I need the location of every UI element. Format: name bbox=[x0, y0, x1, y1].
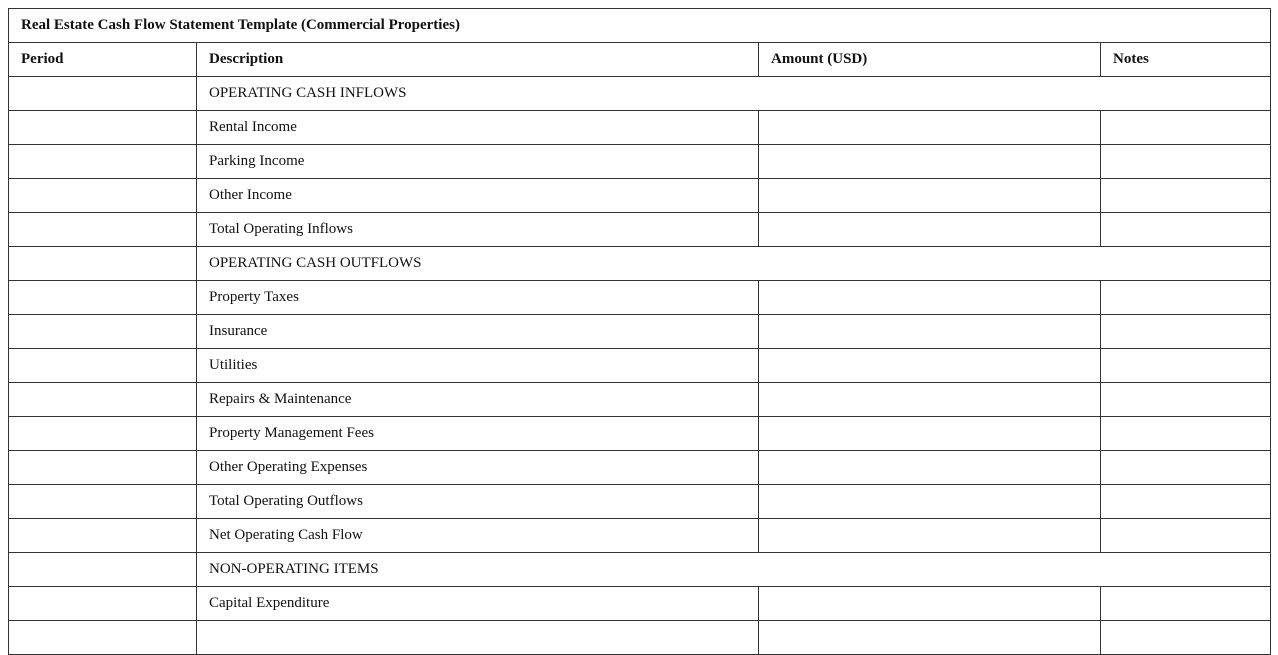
amount-cell[interactable] bbox=[759, 587, 1101, 621]
description-cell: Utilities bbox=[197, 349, 759, 383]
period-cell[interactable] bbox=[9, 587, 197, 621]
period-cell[interactable] bbox=[9, 519, 197, 553]
table-row bbox=[9, 587, 1271, 621]
period-cell[interactable] bbox=[9, 417, 197, 451]
section-row-non-operating bbox=[9, 553, 1271, 587]
period-cell[interactable] bbox=[9, 179, 197, 213]
header-amount: Amount (USD) bbox=[759, 43, 1101, 77]
period-cell[interactable] bbox=[9, 451, 197, 485]
period-cell[interactable] bbox=[9, 145, 197, 179]
total-row bbox=[9, 485, 1271, 519]
notes-cell[interactable] bbox=[1101, 179, 1271, 213]
description-cell: Rental Income bbox=[197, 111, 759, 145]
amount-cell[interactable] bbox=[759, 179, 1101, 213]
notes-cell[interactable] bbox=[1101, 315, 1271, 349]
total-label: Total Operating Outflows bbox=[197, 485, 759, 519]
period-cell[interactable] bbox=[9, 315, 197, 349]
cash-flow-table bbox=[8, 8, 1271, 655]
notes-cell[interactable] bbox=[1101, 349, 1271, 383]
header-notes: Notes bbox=[1101, 43, 1271, 77]
table-row bbox=[9, 349, 1271, 383]
period-cell[interactable] bbox=[9, 281, 197, 315]
header-period: Period bbox=[9, 43, 197, 77]
period-cell[interactable] bbox=[9, 77, 197, 111]
section-heading: NON-OPERATING ITEMS bbox=[197, 553, 1271, 587]
notes-cell[interactable] bbox=[1101, 417, 1271, 451]
table-row bbox=[9, 417, 1271, 451]
description-cell: Parking Income bbox=[197, 145, 759, 179]
table-row bbox=[9, 111, 1271, 145]
notes-cell[interactable] bbox=[1101, 485, 1271, 519]
table-row bbox=[9, 451, 1271, 485]
notes-cell[interactable] bbox=[1101, 621, 1271, 655]
notes-cell[interactable] bbox=[1101, 111, 1271, 145]
amount-cell[interactable] bbox=[759, 485, 1101, 519]
table-row bbox=[9, 383, 1271, 417]
period-cell[interactable] bbox=[9, 349, 197, 383]
notes-cell[interactable] bbox=[1101, 281, 1271, 315]
description-cell: Repairs & Maintenance bbox=[197, 383, 759, 417]
section-row-operating-inflows bbox=[9, 77, 1271, 111]
total-row bbox=[9, 213, 1271, 247]
amount-cell[interactable] bbox=[759, 383, 1101, 417]
cash-flow-sheet bbox=[8, 8, 1271, 655]
table-row bbox=[9, 281, 1271, 315]
table-row bbox=[9, 145, 1271, 179]
net-total-row bbox=[9, 519, 1271, 553]
description-cell bbox=[197, 621, 759, 655]
description-cell: Capital Expenditure bbox=[197, 587, 759, 621]
notes-cell[interactable] bbox=[1101, 145, 1271, 179]
period-cell[interactable] bbox=[9, 111, 197, 145]
description-cell: Property Taxes bbox=[197, 281, 759, 315]
notes-cell[interactable] bbox=[1101, 451, 1271, 485]
period-cell[interactable] bbox=[9, 213, 197, 247]
title-row bbox=[9, 9, 1271, 43]
amount-cell[interactable] bbox=[759, 281, 1101, 315]
description-cell: Other Operating Expenses bbox=[197, 451, 759, 485]
header-row bbox=[9, 43, 1271, 77]
period-cell[interactable] bbox=[9, 621, 197, 655]
section-heading: OPERATING CASH INFLOWS bbox=[197, 77, 1271, 111]
document-title: Real Estate Cash Flow Statement Template (Commercial Properties) bbox=[9, 9, 1271, 43]
description-cell: Property Management Fees bbox=[197, 417, 759, 451]
amount-cell[interactable] bbox=[759, 111, 1101, 145]
total-label: Total Operating Inflows bbox=[197, 213, 759, 247]
description-cell: Other Income bbox=[197, 179, 759, 213]
header-description: Description bbox=[197, 43, 759, 77]
table-row bbox=[9, 179, 1271, 213]
section-heading: OPERATING CASH OUTFLOWS bbox=[197, 247, 1271, 281]
period-cell[interactable] bbox=[9, 485, 197, 519]
amount-cell[interactable] bbox=[759, 519, 1101, 553]
table-row bbox=[9, 315, 1271, 349]
amount-cell[interactable] bbox=[759, 349, 1101, 383]
amount-cell[interactable] bbox=[759, 145, 1101, 179]
description-cell: Insurance bbox=[197, 315, 759, 349]
notes-cell[interactable] bbox=[1101, 213, 1271, 247]
amount-cell[interactable] bbox=[759, 315, 1101, 349]
notes-cell[interactable] bbox=[1101, 383, 1271, 417]
amount-cell[interactable] bbox=[759, 213, 1101, 247]
amount-cell[interactable] bbox=[759, 451, 1101, 485]
notes-cell[interactable] bbox=[1101, 519, 1271, 553]
amount-cell[interactable] bbox=[759, 417, 1101, 451]
amount-cell[interactable] bbox=[759, 621, 1101, 655]
table-row bbox=[9, 621, 1271, 655]
total-label: Net Operating Cash Flow bbox=[197, 519, 759, 553]
period-cell[interactable] bbox=[9, 247, 197, 281]
period-cell[interactable] bbox=[9, 553, 197, 587]
notes-cell[interactable] bbox=[1101, 587, 1271, 621]
period-cell[interactable] bbox=[9, 383, 197, 417]
section-row-operating-outflows bbox=[9, 247, 1271, 281]
